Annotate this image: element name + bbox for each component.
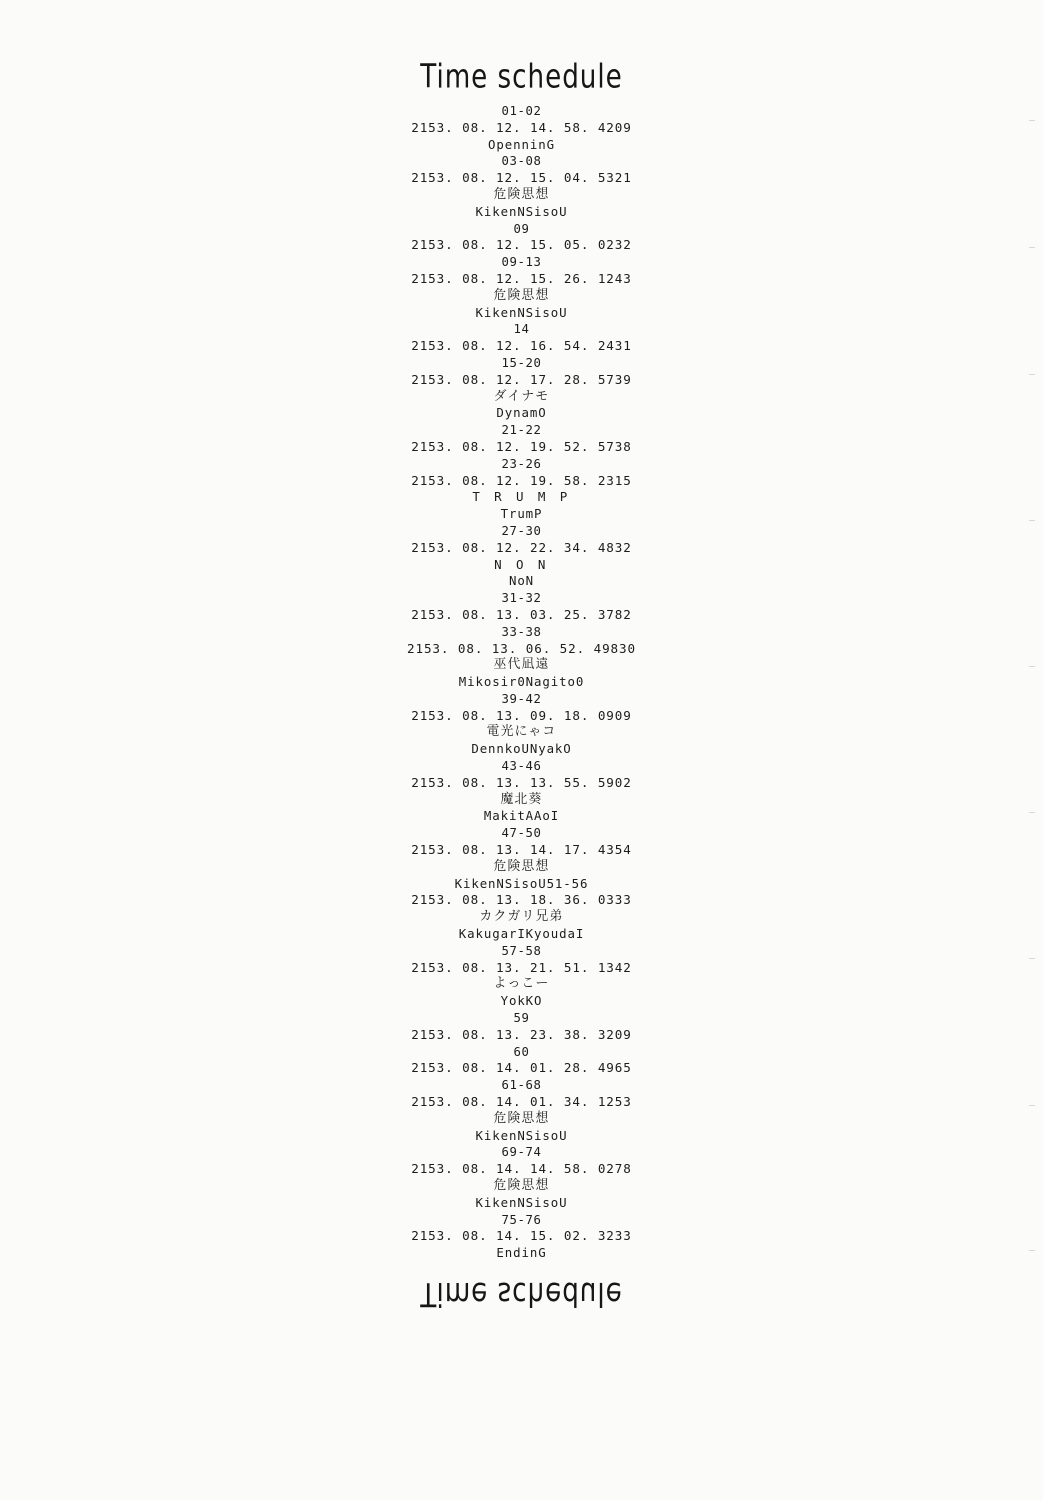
schedule-line: 03-08: [501, 154, 542, 169]
schedule-line: 31-32: [501, 591, 542, 606]
schedule-line: 2153. 08. 13. 09. 18. 0909: [411, 707, 632, 723]
schedule-line: 2153. 08. 12. 15. 26. 1243: [411, 270, 632, 286]
page-edge-mark: [1029, 958, 1035, 959]
schedule-line: 2153. 08. 12. 19. 52. 5738: [411, 438, 632, 454]
page-edge-mark: [1029, 1250, 1035, 1251]
schedule-line: 危険思想: [493, 1110, 550, 1126]
schedule-line: 69-74: [501, 1145, 542, 1160]
schedule-line: 2153. 08. 13. 18. 36. 0333: [411, 892, 632, 908]
schedule-line: 39-42: [501, 691, 542, 706]
schedule-line: 01-02: [501, 104, 542, 118]
schedule-line: 09: [513, 221, 530, 236]
schedule-line: 21-22: [501, 423, 542, 438]
schedule-line: 2153. 08. 13. 03. 25. 3782: [411, 606, 632, 622]
schedule-line: 33-38: [501, 624, 542, 639]
schedule-line: カクガリ兄弟: [479, 909, 564, 925]
schedule-line: Mikosir0Nagito0: [458, 674, 585, 690]
schedule-line: 2153. 08. 13. 21. 51. 1342: [411, 959, 632, 975]
schedule-line: 2153. 08. 14. 01. 28. 4965: [411, 1060, 632, 1076]
schedule-line: ダイナモ: [493, 388, 550, 404]
schedule-line: 61-68: [501, 1078, 542, 1093]
schedule-line: 2153. 08. 13. 13. 55. 5902: [411, 774, 632, 790]
schedule-line: MakitAAoI: [483, 808, 560, 824]
schedule-line: EndinG: [496, 1245, 547, 1261]
schedule-line: KikenNSisoU: [475, 1194, 568, 1210]
schedule-line: 2153. 08. 13. 06. 52. 49830: [406, 640, 637, 656]
page-edge-mark: [1029, 1105, 1035, 1106]
schedule-line: 2153. 08. 14. 01. 34. 1253: [411, 1094, 632, 1110]
schedule-line: KikenNSisoU: [475, 1127, 568, 1143]
schedule-line: NoN: [508, 573, 535, 589]
schedule-line: 09-13: [501, 255, 542, 270]
schedule-line: 危険思想: [493, 1178, 550, 1193]
schedule-line: 2153. 08. 12. 15. 04. 5321: [411, 170, 632, 186]
page-title-bottom-mirrored: Time schedule: [420, 1274, 623, 1313]
page-edge-mark: [1029, 247, 1035, 248]
schedule-line: 2153. 08. 12. 14. 58. 4209: [411, 119, 632, 135]
schedule-line: 43-46: [501, 759, 542, 774]
time-schedule-list: [0, 103, 1043, 1262]
page-edge-mark: [1029, 520, 1035, 521]
schedule-line: 2153. 08. 14. 15. 02. 3233: [411, 1228, 632, 1244]
schedule-line: 2153. 08. 13. 14. 17. 4354: [411, 842, 632, 858]
schedule-line: 2153. 08. 12. 15. 05. 0232: [411, 237, 632, 253]
schedule-line: N O N: [494, 556, 549, 572]
schedule-line: KikenNSisoU: [475, 304, 568, 320]
schedule-line: DennkoUNyakO: [471, 741, 572, 757]
schedule-line: よっこー: [493, 976, 550, 992]
schedule-line: KikenNSisoU: [475, 203, 568, 219]
page-title-top: Time schedule: [420, 58, 623, 96]
schedule-line: 23-26: [501, 456, 542, 471]
schedule-line: 47-50: [501, 826, 542, 841]
schedule-line: 2153. 08. 12. 16. 54. 2431: [411, 338, 632, 354]
schedule-line: 14: [513, 322, 530, 337]
schedule-line: KikenNSisoU51-56: [454, 875, 589, 891]
schedule-line: 2153. 08. 12. 19. 58. 2315: [411, 472, 632, 488]
schedule-line: DynamO: [496, 405, 547, 421]
schedule-line: YokKO: [500, 993, 543, 1009]
schedule-line: 2153. 08. 13. 23. 38. 3209: [411, 1026, 632, 1042]
schedule-line: KakugarIKyoudaI: [458, 926, 585, 942]
schedule-line: 巫代凪遠: [493, 657, 550, 673]
schedule-line: 2153. 08. 14. 14. 58. 0278: [411, 1161, 632, 1177]
schedule-line: 2153. 08. 12. 17. 28. 5739: [411, 371, 632, 387]
page-edge-mark: [1029, 812, 1035, 813]
page-edge-mark: [1029, 374, 1035, 375]
schedule-line: 57-58: [501, 943, 542, 958]
schedule-line: 60: [513, 1044, 530, 1059]
schedule-line: 危険思想: [493, 858, 550, 874]
schedule-line: 27-30: [501, 523, 542, 538]
schedule-line: 75-76: [501, 1212, 542, 1227]
schedule-line: 危険思想: [493, 186, 550, 202]
schedule-line: TrumP: [500, 506, 543, 522]
schedule-line: OpenninG: [488, 136, 555, 152]
schedule-line: 魔北葵: [500, 791, 543, 807]
schedule-line: 59: [513, 1011, 530, 1026]
schedule-line: 2153. 08. 12. 22. 34. 4832: [411, 539, 632, 555]
page-edge-mark: [1029, 120, 1035, 121]
page-edge-mark: [1029, 666, 1035, 667]
schedule-line: 電光にゃコ: [486, 724, 557, 740]
schedule-line: T R U M P: [472, 489, 571, 505]
schedule-line: 15-20: [501, 355, 542, 370]
schedule-line: 危険思想: [493, 287, 550, 303]
